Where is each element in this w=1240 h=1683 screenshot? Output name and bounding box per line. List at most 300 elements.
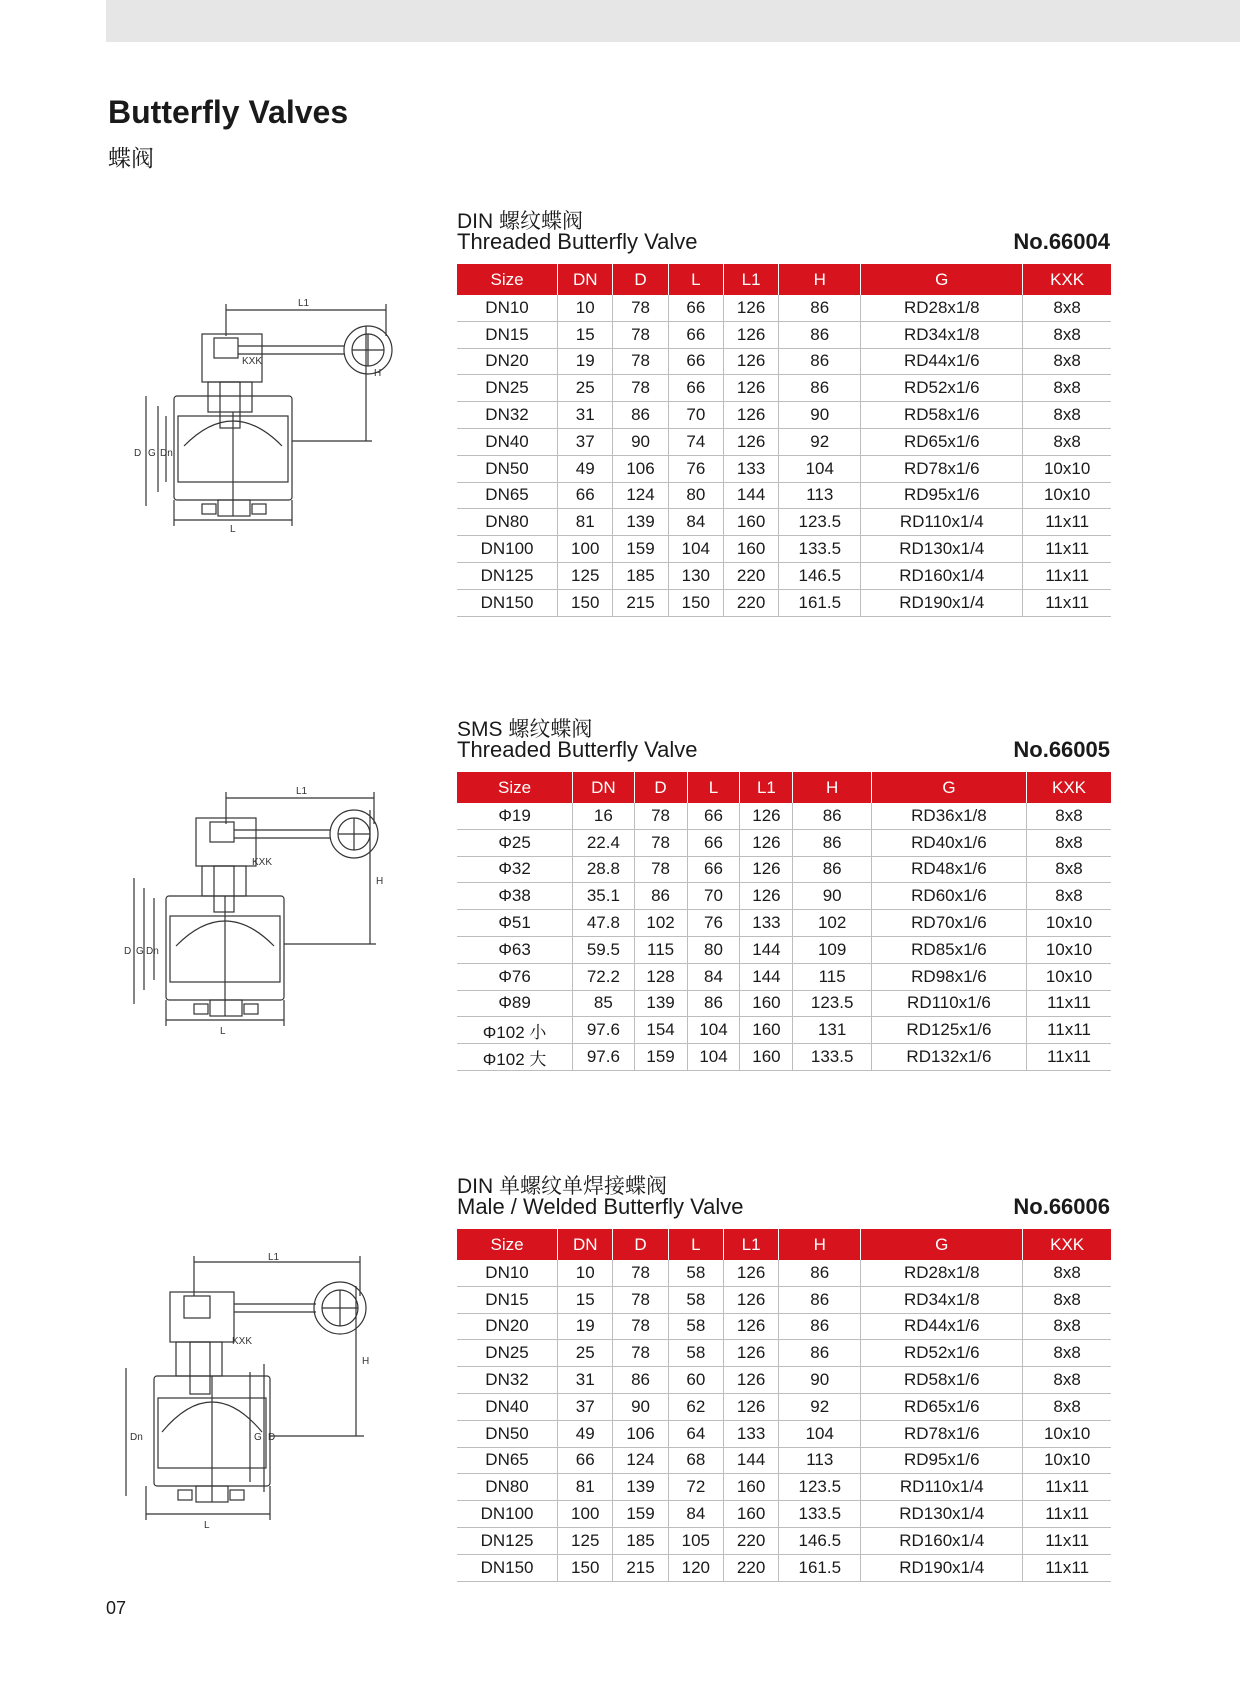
table-cell: DN150 [457, 589, 558, 616]
table-cell: 86 [613, 1367, 668, 1394]
table-cell: 11x11 [1023, 509, 1111, 536]
table-cell: RD110x1/4 [861, 1474, 1023, 1501]
table-cell: 86 [793, 829, 871, 856]
table-cell: Φ102 大 [457, 1044, 573, 1071]
table-cell: 86 [793, 803, 871, 829]
dim-label-l1: L1 [296, 786, 308, 797]
table-cell: 185 [613, 1527, 668, 1554]
table-row [457, 1313, 1111, 1340]
page-title: Butterfly Valves [108, 94, 349, 130]
table-cell: 16 [573, 803, 634, 829]
table-cell: RD40x1/6 [871, 829, 1026, 856]
table-cell: 133 [740, 910, 793, 937]
dim-label-dn: Dn [146, 946, 159, 957]
table-cell: 78 [634, 856, 687, 883]
table-row [457, 1527, 1111, 1554]
table-row [457, 990, 1111, 1017]
table-cell: 86 [634, 883, 687, 910]
table-cell: 8x8 [1023, 1286, 1111, 1313]
table-cell: RD130x1/4 [861, 1501, 1023, 1528]
col-header-h: H [779, 1229, 861, 1260]
table-cell: 78 [613, 321, 668, 348]
table-cell: 86 [779, 295, 861, 321]
table-cell: 31 [558, 402, 613, 429]
dim-label-g: G [136, 946, 144, 957]
table-cell: RD130x1/4 [861, 536, 1023, 563]
dim-label-h: H [362, 1356, 370, 1367]
col-header-h: H [779, 264, 861, 295]
table-cell: 8x8 [1023, 348, 1111, 375]
valve-drawing-svg [120, 1252, 410, 1552]
table-cell: 8x8 [1027, 803, 1111, 829]
table-cell: 66 [668, 295, 723, 321]
table-cell: DN15 [457, 1286, 558, 1313]
table-cell: RD60x1/6 [871, 883, 1026, 910]
col-header-d: D [634, 772, 687, 803]
table-cell: 100 [558, 1501, 613, 1528]
table-cell: 11x11 [1023, 1474, 1111, 1501]
table-cell: 66 [687, 829, 740, 856]
table-cell: 37 [558, 428, 613, 455]
table-cell: 72 [668, 1474, 723, 1501]
col-header-kxk: KXK [1023, 264, 1111, 295]
table-cell: 97.6 [573, 1017, 634, 1044]
dim-label-d: D [268, 1432, 276, 1443]
table-cell: 139 [634, 990, 687, 1017]
table-cell: 66 [668, 348, 723, 375]
table-cell: 8x8 [1027, 829, 1111, 856]
dim-label-kxk: KXK [252, 857, 273, 868]
table-cell: 84 [668, 509, 723, 536]
spec-table [457, 772, 1111, 1071]
table-cell: 90 [613, 1393, 668, 1420]
table-cell: 150 [558, 1554, 613, 1581]
col-header-l1: L1 [723, 1229, 778, 1260]
valve-drawing-66005 [120, 784, 420, 1054]
dim-label-dn: Dn [160, 448, 173, 459]
table-cell: 60 [668, 1367, 723, 1394]
table-cell: 215 [613, 589, 668, 616]
col-header-g: G [861, 264, 1023, 295]
table-cell: 76 [668, 455, 723, 482]
col-header-size: Size [457, 772, 573, 803]
table-cell: RD48x1/6 [871, 856, 1026, 883]
section-title-cn: DIN 螺纹蝶阀 [457, 210, 583, 233]
table-cell: 113 [779, 482, 861, 509]
dim-label-dn: Dn [130, 1432, 143, 1443]
table-cell: RD78x1/6 [861, 455, 1023, 482]
table-cell: RD34x1/8 [861, 1286, 1023, 1313]
table-cell: 139 [613, 1474, 668, 1501]
table-row [457, 589, 1111, 616]
table-cell: 126 [723, 1313, 778, 1340]
table-row [457, 1286, 1111, 1313]
table-row [457, 910, 1111, 937]
table-cell: DN80 [457, 1474, 558, 1501]
table-cell: 8x8 [1027, 883, 1111, 910]
table-cell: 90 [779, 1367, 861, 1394]
table-cell: RD125x1/6 [871, 1017, 1026, 1044]
valve-drawing-svg [112, 296, 412, 576]
table-cell: 146.5 [779, 562, 861, 589]
col-header-d: D [613, 264, 668, 295]
table-cell: 126 [723, 1286, 778, 1313]
table-cell: RD44x1/6 [861, 1313, 1023, 1340]
table-cell: 66 [558, 482, 613, 509]
table-cell: DN125 [457, 562, 558, 589]
table-row [457, 562, 1111, 589]
table-cell: 78 [613, 348, 668, 375]
table-cell: 8x8 [1023, 321, 1111, 348]
table-cell: 126 [723, 1260, 778, 1286]
table-cell: 104 [779, 1420, 861, 1447]
table-cell: 78 [613, 295, 668, 321]
table-cell: RD160x1/4 [861, 562, 1023, 589]
table-cell: RD44x1/6 [861, 348, 1023, 375]
table-cell: 159 [634, 1044, 687, 1071]
table-cell: 81 [558, 1474, 613, 1501]
table-cell: 130 [668, 562, 723, 589]
table-cell: RD36x1/8 [871, 803, 1026, 829]
table-cell: 90 [613, 428, 668, 455]
table-row [457, 455, 1111, 482]
table-cell: 58 [668, 1313, 723, 1340]
table-cell: 8x8 [1027, 856, 1111, 883]
section-title-cn: DIN 单螺纹单焊接蝶阀 [457, 1175, 667, 1198]
table-cell: RD95x1/6 [861, 482, 1023, 509]
dim-label-h: H [374, 368, 382, 379]
table-cell: 126 [723, 348, 778, 375]
table-header-row [457, 1229, 1111, 1260]
table-cell: 109 [793, 936, 871, 963]
dim-label-g: G [254, 1432, 262, 1443]
table-cell: DN65 [457, 482, 558, 509]
section-title-cn: SMS 螺纹蝶阀 [457, 718, 593, 741]
table-row [457, 348, 1111, 375]
table-cell: 161.5 [779, 1554, 861, 1581]
table-cell: 62 [668, 1393, 723, 1420]
table-cell: 74 [668, 428, 723, 455]
page-number: 07 [106, 1598, 127, 1618]
table-cell: 25 [558, 375, 613, 402]
table-cell: 80 [668, 482, 723, 509]
table-cell: 8x8 [1023, 1313, 1111, 1340]
table-cell: 123.5 [779, 1474, 861, 1501]
table-cell: DN15 [457, 321, 558, 348]
valve-drawing-svg [120, 784, 420, 1054]
table-cell: 185 [613, 562, 668, 589]
table-cell: RD190x1/4 [861, 589, 1023, 616]
table-row [457, 1554, 1111, 1581]
table-cell: RD160x1/4 [861, 1527, 1023, 1554]
table-cell: 8x8 [1023, 402, 1111, 429]
table-cell: 126 [723, 295, 778, 321]
table-cell: 37 [558, 1393, 613, 1420]
table-cell: 126 [723, 1393, 778, 1420]
table-cell: 49 [558, 455, 613, 482]
table-cell: RD58x1/6 [861, 402, 1023, 429]
page-subtitle: 蝶阀 [108, 145, 154, 171]
table-cell: 76 [687, 910, 740, 937]
table-cell: 123.5 [793, 990, 871, 1017]
col-header-g: G [861, 1229, 1023, 1260]
table-cell: 28.8 [573, 856, 634, 883]
table-cell: 160 [723, 1501, 778, 1528]
table-cell: 97.6 [573, 1044, 634, 1071]
table-cell: 102 [634, 910, 687, 937]
table-cell: RD132x1/6 [871, 1044, 1026, 1071]
table-cell: DN50 [457, 455, 558, 482]
table-row [457, 428, 1111, 455]
table-cell: Φ76 [457, 963, 573, 990]
spec-table [457, 264, 1111, 617]
table-row [457, 1260, 1111, 1286]
table-cell: DN80 [457, 509, 558, 536]
table-cell: RD65x1/6 [861, 428, 1023, 455]
table-cell: Φ32 [457, 856, 573, 883]
table-cell: 19 [558, 1313, 613, 1340]
table-cell: 126 [740, 803, 793, 829]
table-cell: 70 [687, 883, 740, 910]
table-cell: 86 [779, 348, 861, 375]
table-cell: 215 [613, 1554, 668, 1581]
table-cell: 35.1 [573, 883, 634, 910]
table-cell: 86 [687, 990, 740, 1017]
table-cell: 120 [668, 1554, 723, 1581]
table-cell: 58 [668, 1340, 723, 1367]
product-number: No.66006 [1013, 1194, 1110, 1219]
table-row [457, 321, 1111, 348]
table-cell: 133 [723, 1420, 778, 1447]
table-cell: 11x11 [1027, 1044, 1111, 1071]
table-cell: 11x11 [1023, 536, 1111, 563]
table-cell: RD190x1/4 [861, 1554, 1023, 1581]
col-header-dn: DN [573, 772, 634, 803]
table-cell: RD95x1/6 [861, 1447, 1023, 1474]
table-cell: 78 [613, 1340, 668, 1367]
table-cell: DN100 [457, 536, 558, 563]
table-cell: 133.5 [779, 536, 861, 563]
table-cell: DN10 [457, 1260, 558, 1286]
table-row [457, 509, 1111, 536]
table-cell: 144 [723, 482, 778, 509]
table-cell: 8x8 [1023, 1340, 1111, 1367]
dim-label-l: L [220, 1026, 226, 1037]
table-cell: DN20 [457, 348, 558, 375]
table-cell: 10x10 [1027, 936, 1111, 963]
product-number: No.66005 [1013, 737, 1110, 762]
table-row [457, 883, 1111, 910]
table-cell: 104 [687, 1044, 740, 1071]
table-cell: 133 [723, 455, 778, 482]
table-cell: 10x10 [1023, 1420, 1111, 1447]
table-cell: 126 [740, 883, 793, 910]
table-cell: RD52x1/6 [861, 375, 1023, 402]
table-cell: 160 [740, 990, 793, 1017]
table-cell: 11x11 [1023, 1554, 1111, 1581]
table-cell: RD28x1/8 [861, 1260, 1023, 1286]
table-cell: DN32 [457, 1367, 558, 1394]
table-cell: 86 [793, 856, 871, 883]
col-header-kxk: KXK [1027, 772, 1111, 803]
table-cell: DN65 [457, 1447, 558, 1474]
table-cell: DN40 [457, 1393, 558, 1420]
table-cell: 154 [634, 1017, 687, 1044]
dim-label-g: G [148, 448, 156, 459]
table-cell: 160 [723, 1474, 778, 1501]
table-cell: DN100 [457, 1501, 558, 1528]
valve-drawing-66004 [112, 296, 412, 576]
table-cell: 126 [723, 402, 778, 429]
dim-label-kxk: KXK [232, 1336, 253, 1347]
table-cell: 78 [613, 1286, 668, 1313]
table-cell: 66 [668, 375, 723, 402]
table-cell: 90 [793, 883, 871, 910]
table-cell: 8x8 [1023, 1367, 1111, 1394]
table-row [457, 1474, 1111, 1501]
table-cell: 85 [573, 990, 634, 1017]
table-cell: 106 [613, 455, 668, 482]
table-cell: 66 [687, 856, 740, 883]
table-cell: 11x11 [1023, 1527, 1111, 1554]
table-cell: 78 [613, 1313, 668, 1340]
table-cell: DN25 [457, 1340, 558, 1367]
table-cell: Φ51 [457, 910, 573, 937]
table-cell: 104 [779, 455, 861, 482]
table-cell: 133.5 [779, 1501, 861, 1528]
table-cell: 106 [613, 1420, 668, 1447]
col-header-l1: L1 [740, 772, 793, 803]
table-cell: 104 [687, 1017, 740, 1044]
table-cell: 126 [723, 1367, 778, 1394]
table-cell: 15 [558, 1286, 613, 1313]
table-cell: 115 [793, 963, 871, 990]
table-cell: 113 [779, 1447, 861, 1474]
table-cell: 10x10 [1027, 910, 1111, 937]
top-header-band [106, 0, 1240, 42]
table-cell: 131 [793, 1017, 871, 1044]
table-cell: 25 [558, 1340, 613, 1367]
col-header-l: L [668, 264, 723, 295]
table-cell: RD110x1/6 [871, 990, 1026, 1017]
table-cell: 72.2 [573, 963, 634, 990]
table-cell: 92 [779, 428, 861, 455]
table-cell: 126 [723, 321, 778, 348]
table-cell: RD98x1/6 [871, 963, 1026, 990]
table-row [457, 1044, 1111, 1071]
table-cell: 59.5 [573, 936, 634, 963]
dim-label-kxk: KXK [242, 356, 263, 367]
table-row [457, 1017, 1111, 1044]
table-cell: 84 [668, 1501, 723, 1528]
table-cell: 126 [723, 375, 778, 402]
table-cell: 86 [613, 402, 668, 429]
table-row [457, 536, 1111, 563]
table-cell: 220 [723, 562, 778, 589]
table-row [457, 803, 1111, 829]
section-title-en: Threaded Butterfly Valve [457, 229, 698, 254]
table-cell: Φ89 [457, 990, 573, 1017]
table-cell: 15 [558, 321, 613, 348]
table-row [457, 1501, 1111, 1528]
table-cell: 10x10 [1023, 1447, 1111, 1474]
table-row [457, 856, 1111, 883]
table-cell: 128 [634, 963, 687, 990]
table-cell: 66 [687, 803, 740, 829]
table-row [457, 375, 1111, 402]
table-cell: 86 [779, 321, 861, 348]
table-row [457, 1367, 1111, 1394]
table-cell: 220 [723, 1554, 778, 1581]
table-cell: 10x10 [1023, 482, 1111, 509]
table-cell: Φ102 小 [457, 1017, 573, 1044]
table-row [457, 936, 1111, 963]
table-cell: Φ63 [457, 936, 573, 963]
table-cell: 126 [723, 1340, 778, 1367]
table-cell: Φ38 [457, 883, 573, 910]
table-cell: 92 [779, 1393, 861, 1420]
table-cell: 144 [723, 1447, 778, 1474]
table-cell: 8x8 [1023, 1393, 1111, 1420]
col-header-size: Size [457, 264, 558, 295]
table-cell: DN10 [457, 295, 558, 321]
table-row [457, 1447, 1111, 1474]
product-number: No.66004 [1013, 229, 1110, 254]
table-header-row [457, 772, 1111, 803]
table-cell: 104 [668, 536, 723, 563]
table-row [457, 963, 1111, 990]
table-cell: 86 [779, 1313, 861, 1340]
table-cell: DN150 [457, 1554, 558, 1581]
table-cell: 80 [687, 936, 740, 963]
table-cell: 126 [740, 856, 793, 883]
table-cell: 160 [723, 509, 778, 536]
dim-label-l: L [204, 1520, 210, 1531]
table-cell: 11x11 [1023, 589, 1111, 616]
table-cell: 161.5 [779, 589, 861, 616]
table-cell: 10x10 [1027, 963, 1111, 990]
col-header-l: L [687, 772, 740, 803]
table-cell: 10x10 [1023, 455, 1111, 482]
table-cell: 160 [740, 1044, 793, 1071]
table-cell: 78 [634, 803, 687, 829]
table-cell: 70 [668, 402, 723, 429]
table-cell: 31 [558, 1367, 613, 1394]
table-cell: RD65x1/6 [861, 1393, 1023, 1420]
table-cell: 84 [687, 963, 740, 990]
table-cell: DN50 [457, 1420, 558, 1447]
dim-label-l1: L1 [268, 1252, 280, 1263]
table-cell: 11x11 [1023, 562, 1111, 589]
table-cell: 160 [723, 536, 778, 563]
table-cell: RD85x1/6 [871, 936, 1026, 963]
col-header-d: D [613, 1229, 668, 1260]
table-cell: 102 [793, 910, 871, 937]
table-cell: Φ19 [457, 803, 573, 829]
table-row [457, 1420, 1111, 1447]
table-cell: DN40 [457, 428, 558, 455]
table-cell: 159 [613, 536, 668, 563]
table-row [457, 1340, 1111, 1367]
table-cell: 90 [779, 402, 861, 429]
table-cell: 126 [723, 428, 778, 455]
table-cell: Φ25 [457, 829, 573, 856]
dim-label-l: L [230, 524, 236, 535]
table-cell: 86 [779, 1340, 861, 1367]
table-cell: RD52x1/6 [861, 1340, 1023, 1367]
table-cell: 10 [558, 1260, 613, 1286]
table-cell: 81 [558, 509, 613, 536]
